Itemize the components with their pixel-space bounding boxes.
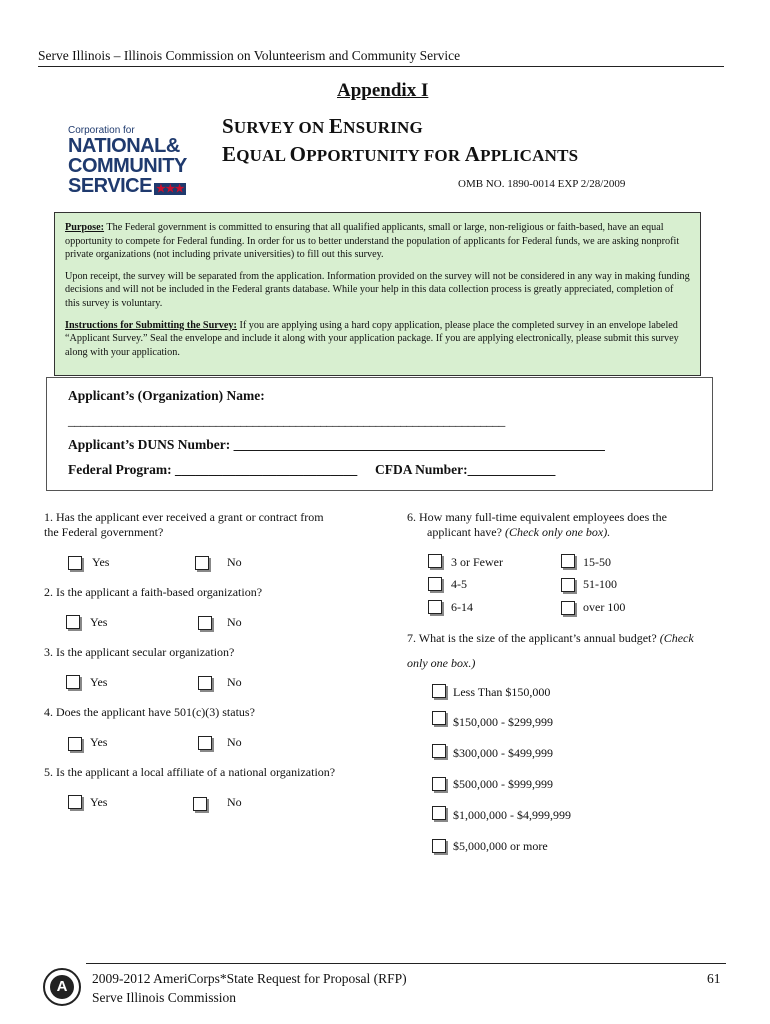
q2-no-label: No [227, 615, 242, 629]
q1-no-label: No [227, 555, 242, 569]
logo-line2: NATIONAL [68, 135, 166, 157]
org-name-field[interactable]: _______________________________________________________________________ [68, 413, 505, 428]
q4-yes-checkbox[interactable] [68, 737, 82, 751]
omb-number: OMB NO. 1890-0014 EXP 2/28/2009 [458, 178, 626, 190]
logo-line4: SERVICE [68, 175, 152, 197]
q5-yes-checkbox[interactable] [68, 795, 82, 809]
question-1: 1. Has the applicant ever received a grant or contract from the Federal government? [44, 510, 324, 539]
purpose-box [54, 212, 701, 376]
q6-3-or-fewer-label: 3 or Fewer [451, 555, 503, 569]
q5-no-checkbox[interactable] [193, 797, 207, 811]
q7-less-150k-label: Less Than $150,000 [453, 685, 551, 699]
flag-stars-icon: ★★★ [155, 183, 185, 195]
q7-5m-more-label: $5,000,000 or more [453, 839, 548, 853]
header-org-line: Serve Illinois – Illinois Commission on Volunteerism and Community Service [38, 48, 724, 67]
org-name-label: Applicant’s (Organization) Name: [68, 388, 265, 403]
q6-15-50-checkbox[interactable] [561, 554, 575, 568]
q7-150k-299k-label: $150,000 - $299,999 [453, 715, 553, 729]
q7-300k-499k-label: $300,000 - $499,999 [453, 746, 553, 760]
q6-15-50-label: 15-50 [583, 555, 611, 569]
q7-150k-299k-checkbox[interactable] [432, 711, 446, 725]
q6-4-5-label: 4-5 [451, 577, 467, 591]
q7-500k-999k-label: $500,000 - $999,999 [453, 777, 553, 791]
q6-3-or-fewer-checkbox[interactable] [428, 554, 442, 568]
q3-yes-label: Yes [90, 675, 108, 689]
logo-amp: & [165, 135, 180, 157]
q6-over-100-checkbox[interactable] [561, 601, 575, 615]
footer-divider [86, 963, 726, 964]
cncs-logo [68, 126, 202, 200]
q1-no-checkbox[interactable] [195, 556, 209, 570]
q3-yes-checkbox[interactable] [66, 675, 80, 689]
q2-no-checkbox[interactable] [198, 616, 212, 630]
q2-yes-checkbox[interactable] [66, 615, 80, 629]
question-6: 6. How many full-time equivalent employees does the applicant have? (Check only one box). [407, 510, 667, 539]
cfda-number-field[interactable]: CFDA Number:_____________ [375, 462, 556, 477]
question-4: 4. Does the applicant have 501(c)(3) status? [44, 705, 255, 719]
logo-line1: Corporation for [68, 125, 135, 136]
americorps-seal-icon: A [43, 968, 81, 1006]
q1-yes-label: Yes [92, 555, 110, 569]
survey-title-line1: SURVEY ON ENSURING [222, 114, 423, 138]
logo-line3: COMMUNITY [68, 155, 187, 177]
federal-program-field[interactable]: Federal Program: ___________________________ [68, 462, 358, 477]
q6-6-14-label: 6-14 [451, 600, 473, 614]
q5-yes-label: Yes [90, 795, 108, 809]
q4-yes-label: Yes [90, 735, 108, 749]
q3-no-checkbox[interactable] [198, 676, 212, 690]
q1-yes-checkbox[interactable] [68, 556, 82, 570]
q4-no-checkbox[interactable] [198, 736, 212, 750]
q4-no-label: No [227, 735, 242, 749]
q3-no-label: No [227, 675, 242, 689]
q7-1m-4m-label: $1,000,000 - $4,999,999 [453, 808, 571, 822]
duns-number-field[interactable]: Applicant’s DUNS Number: _______________________________________________________ [68, 437, 605, 452]
q7-5m-more-checkbox[interactable] [432, 839, 446, 853]
q7-less-150k-checkbox[interactable] [432, 684, 446, 698]
q7-1m-4m-checkbox[interactable] [432, 806, 446, 820]
footer-commission: Serve Illinois Commission [92, 990, 237, 1005]
q6-51-100-checkbox[interactable] [561, 578, 575, 592]
instructions-paragraph: Instructions for Submitting the Survey: If you are applying using a hard copy application, please place the completed survey in an envelope labeled “Applicant Survey.” Seal the envelope and include it along with your application package. If you are applying electronically, please submit this survey along with your application. [65, 319, 679, 358]
footer-rfp-title: 2009-2012 AmeriCorps*State Request for Proposal (RFP) [92, 971, 407, 986]
question-7: 7. What is the size of the applicant’s annual budget? (Check only one box.) [407, 631, 694, 670]
question-2: 2. Is the applicant a faith-based organization? [44, 585, 263, 599]
q6-51-100-label: 51-100 [583, 577, 617, 591]
purpose-paragraph: Purpose: The Federal government is committed to ensuring that all qualified applicants, small or large, non-religious or faith-based, have an equal opportunity to compete for Federal funding. In order for us to better understand the population of applicants for Federal funds, we are asking nonprofit private organizations (not including private universities) to fill out this survey. [65, 222, 680, 261]
receipt-paragraph: Upon receipt, the survey will be separated from the application. Information provided on the survey will not be considered in any way in making funding decisions and will not be included in the Federal grants database. While your help in this data collection process is greatly appreciated, completion of this survey is voluntary. [65, 270, 690, 309]
q7-300k-499k-checkbox[interactable] [432, 744, 446, 758]
appendix-title: Appendix I [337, 80, 429, 101]
q7-500k-999k-checkbox[interactable] [432, 777, 446, 791]
q2-yes-label: Yes [90, 615, 108, 629]
q5-no-label: No [227, 795, 242, 809]
question-3: 3. Is the applicant secular organization? [44, 645, 235, 659]
survey-title-line2: EQUAL OPPORTUNITY FOR APPLICANTS [222, 142, 579, 166]
q6-over-100-label: over 100 [583, 600, 626, 614]
q6-4-5-checkbox[interactable] [428, 577, 442, 591]
q6-6-14-checkbox[interactable] [428, 600, 442, 614]
question-5: 5. Is the applicant a local affiliate of a national organization? [44, 765, 336, 779]
page-number: 61 [707, 971, 721, 986]
